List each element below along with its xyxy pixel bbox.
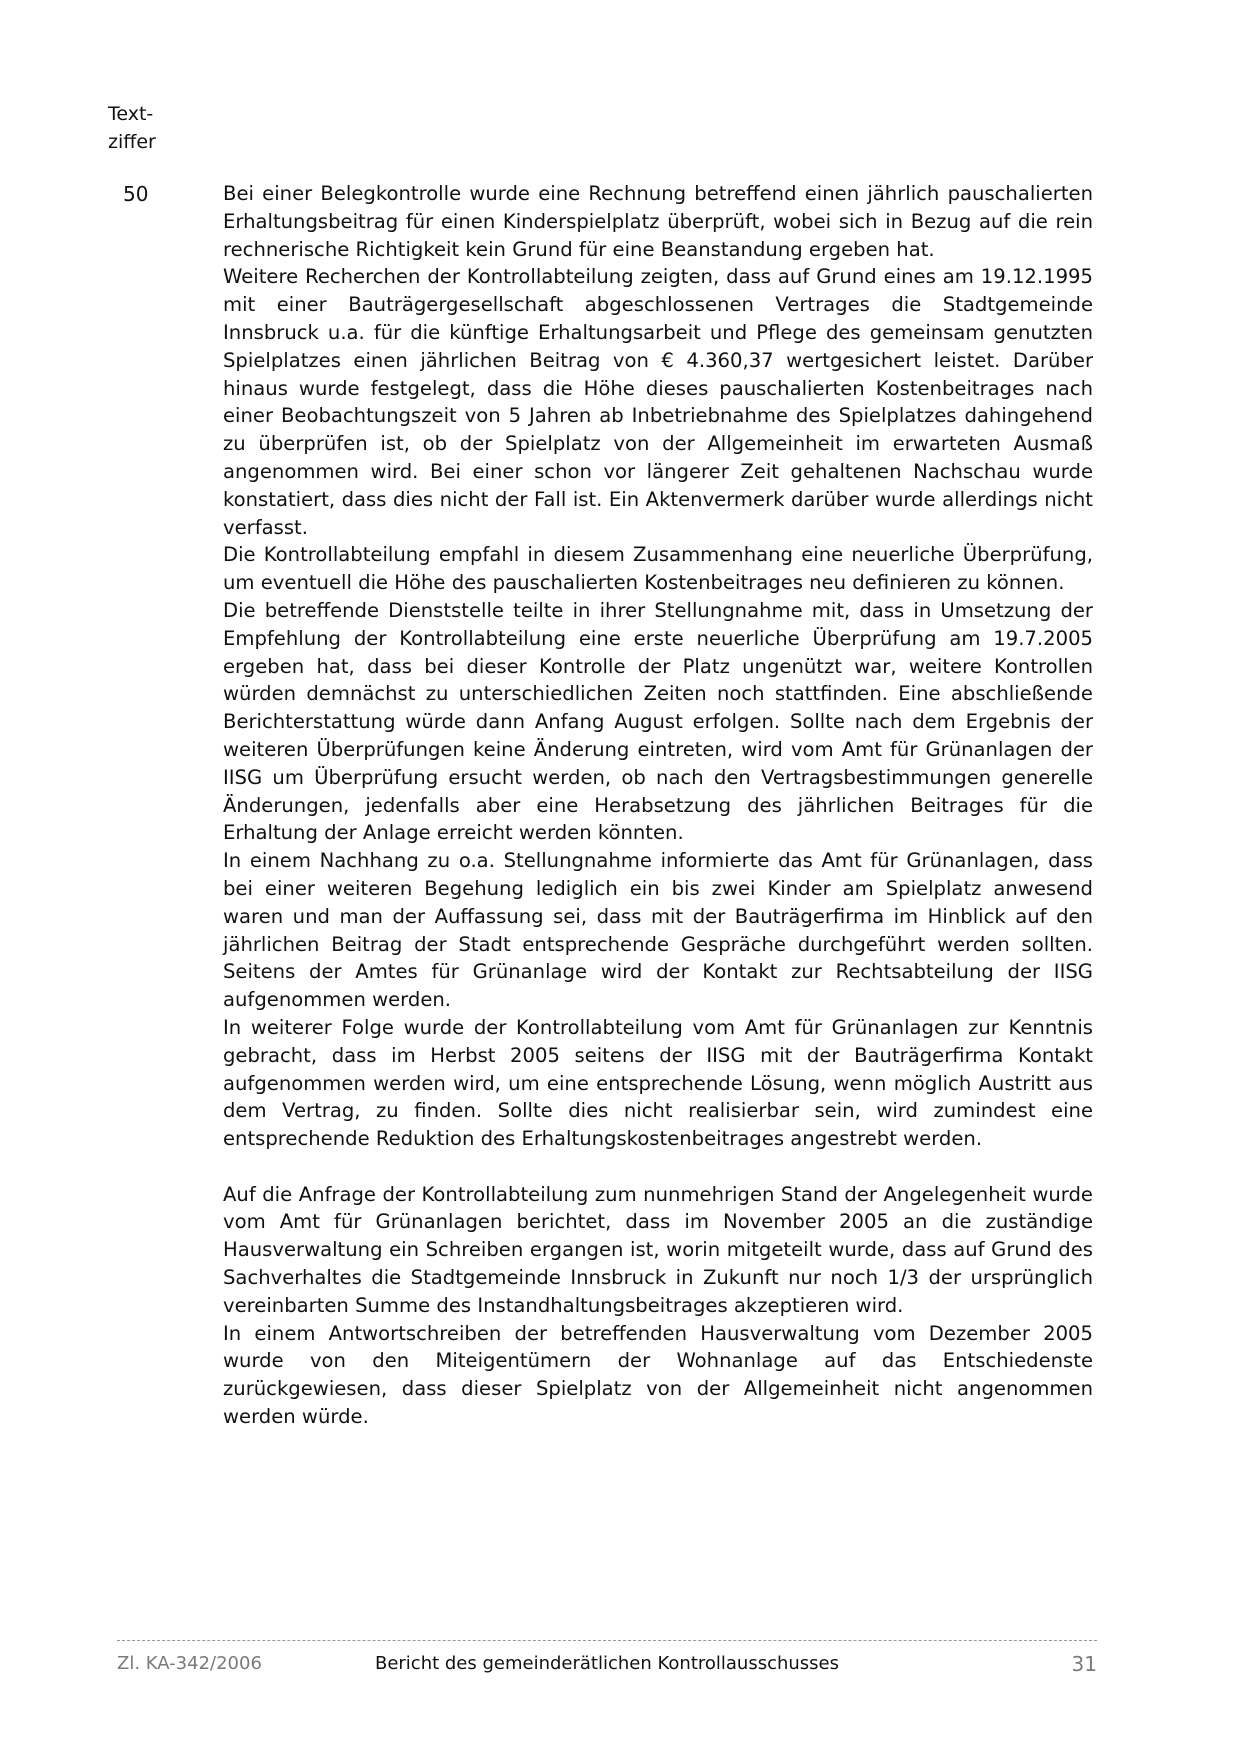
paragraph: Weitere Recherchen der Kontrollabteilung zeigten, dass auf Grund eines am 19.12.1995 mit einer Bauträgergesellschaft abgeschlossenen Vertrages die Stadtgemeinde Innsbruck u.a. für die künftige Erhaltungsarbeit und Pflege des gemeinsam genutzten Spielplatzes einen jährlichen Beitrag von € 4.360,37 wertgesichert leistet. Darüber hinaus wurde festgelegt, dass die Höhe dieses pauschalierten Kostenbeitrages nach einer Beobachtungszeit von 5 Jahren ab Inbetriebnahme des Spielplatzes dahingehend zu überprüfen ist, ob der Spielplatz von der Allgemeinheit im erwarteten Ausmaß angenommen wird. Bei einer schon vor längerer Zeit gehaltenen Nachschau wurde konstatiert, dass dies nicht der Fall ist. Ein Aktenvermerk darüber wurde allerdings nicht verfasst. [223, 265, 1093, 539]
footer-divider [117, 1640, 1097, 1641]
textziffer-label-line1: Text- [108, 103, 154, 125]
page-footer [117, 1651, 1097, 1677]
paragraph: Bei einer Belegkontrolle wurde eine Rechnung betreffend einen jährlich pauschalierten Erhaltungsbeitrag für einen Kinderspielplatz überprüft, wobei sich in Bezug auf die rein rechnerische Richtigkeit kein Grund für eine Beanstandung ergeben hat. [223, 182, 1093, 261]
paragraph: In einem Nachhang zu o.a. Stellungnahme informierte das Amt für Grünanlagen, dass bei einer weiteren Begehung lediglich ein bis zwei Kinder am Spielplatz anwesend waren und man der Auffassung sei, dass mit der Bauträgerfirma im Hinblick auf den jährlichen Beitrag der Stadt entsprechende Gespräche durchgeführt werden sollten. Seitens der Amtes für Grünanlage wird der Kontakt zur Rechtsabteilung der IISG aufgenommen werden. [223, 849, 1093, 1012]
paragraph: Die betreffende Dienststelle teilte in ihrer Stellungnahme mit, dass in Umsetzung der Empfehlung der Kontrollabteilung eine erste neuerliche Überprüfung am 19.7.2005 ergeben hat, dass bei dieser Kontrolle der Platz ungenützt war, weitere Kontrollen würden demnächst zu unterschiedlichen Zeiten noch stattfinden. Eine abschließende Berichterstattung würde dann Anfang August erfolgen. Sollte nach dem Ergebnis der weiteren Überprüfungen keine Änderung eintreten, wird vom Amt für Grünanlagen der IISG um Überprüfung ersucht werden, ob nach den Vertragsbestimmungen generelle Änderungen, jedenfalls aber eine Herabsetzung des jährlichen Beitrages für die Erhaltung der Anlage erreicht werden könnten. [223, 598, 1093, 845]
textziffer-label [108, 100, 188, 156]
page-number: 31 [1071, 1652, 1097, 1676]
footer-title: Bericht des gemeinderätlichen Kontrollausschusses [374, 1653, 840, 1674]
textziffer-number: 50 [123, 182, 149, 206]
body-text [223, 180, 1093, 1431]
footer-reference: Zl. KA-342/2006 [117, 1653, 262, 1674]
paragraph: Auf die Anfrage der Kontrollabteilung zum nunmehrigen Stand der Angelegenheit wurde vom Amt für Grünanlagen berichtet, dass im November 2005 an die zuständige Hausverwaltung ein Schreiben ergangen ist, worin mitgeteilt wurde, dass auf Grund des Sachverhaltes die Stadtgemeinde Innsbruck in Zukunft nur noch 1/3 der ursprünglich vereinbarten Summe des Instandhaltungsbeitrages akzeptieren wird. [223, 1182, 1093, 1317]
paragraph: In weiterer Folge wurde der Kontrollabteilung vom Amt für Grünanlagen zur Kenntnis gebracht, dass im Herbst 2005 seitens der IISG mit der Bauträgerfirma Kontakt aufgenommen werden wird, um eine entsprechende Lösung, wenn möglich Austritt aus dem Vertrag, zu finden. Sollte dies nicht realisierbar sein, wird zumindest eine entsprechende Reduktion des Erhaltungskostenbeitrages angestrebt werden. [223, 1015, 1093, 1151]
paragraph: Die Kontrollabteilung empfahl in diesem Zusammenhang eine neuerliche Überprüfung, um eventuell die Höhe des pauschalierten Kostenbeitrages neu definieren zu können. [223, 543, 1093, 595]
paragraph: In einem Antwortschreiben der betreffenden Hausverwaltung vom Dezember 2005 wurde von den Miteigentümern der Wohnanlage auf das Entschiedenste zurückgewiesen, dass dieser Spielplatz von der Allgemeinheit nicht angenommen werden würde. [223, 1321, 1093, 1429]
textziffer-label-line2: ziffer [108, 131, 156, 153]
